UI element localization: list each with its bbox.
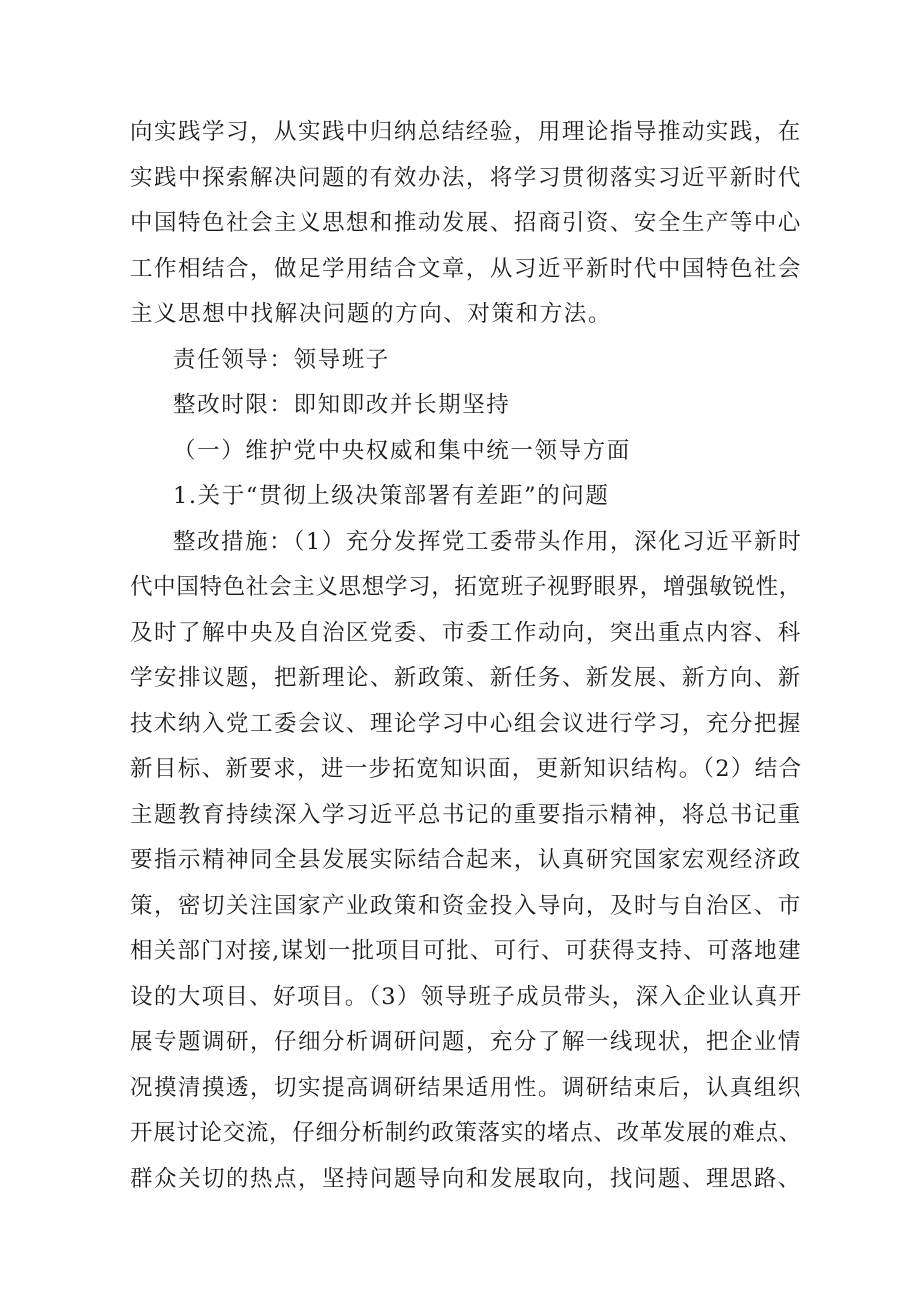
- text-line: 责任领导：领导班子: [173, 346, 390, 373]
- text-line: 开展讨论交流，仔细分析制约政策落实的堵点、改革发展的难点、: [130, 1120, 802, 1146]
- text-line: 技术纳入党工委会议、理论学习中心组会议进行学习，充分把握: [130, 710, 802, 737]
- text-line: 代中国特色社会主义思想学习，拓宽班子视野眼界，增强敏锐性，: [130, 574, 802, 600]
- text-line: 整改时限：即知即改并长期坚持: [173, 392, 511, 418]
- text-line: 相关部门对接,谋划一批项目可批、可行、可获得支持、可落地建: [130, 938, 802, 964]
- text-line: 学安排议题，把新理论、新政策、新任务、新发展、新方向、新: [130, 665, 802, 691]
- text-line: 主题教育持续深入学习近平总书记的重要指示精神，将总书记重: [130, 801, 802, 828]
- text-line: 策，密切关注国家产业政策和资金投入导向，及时与自治区、市: [130, 892, 802, 919]
- text-line: 向实践学习，从实践中归纳总结经验，用理论指导推动实践，在: [130, 119, 802, 145]
- text-line: （一）维护党中央权威和集中统一领导方面: [173, 437, 631, 464]
- text-line: 群众关切的热点，坚持问题导向和发展取向，找问题、理思路、: [130, 1165, 802, 1192]
- text-line: 主义思想中找解决问题的方向、对策和方法。: [130, 301, 613, 327]
- text-line: 中国特色社会主义思想和推动发展、招商引资、安全生产等中心: [130, 210, 802, 236]
- text-line: 整改措施：（1）充分发挥党工委带头作用，深化习近平新时: [173, 528, 803, 555]
- text-line: 展专题调研，仔细分析调研问题，充分了解一线现状，把企业情: [130, 1029, 802, 1055]
- text-line: 况摸清摸透，切实提高调研结果适用性。调研结束后，认真组织: [130, 1074, 802, 1101]
- text-line: 及时了解中央及自治区党委、市委工作动向，突出重点内容、科: [130, 619, 802, 646]
- text-line: 1.关于“贯彻上级决策部署有差距”的问题: [173, 483, 610, 509]
- text-line: 工作相结合，做足学用结合文章，从习近平新时代中国特色社会: [130, 255, 802, 282]
- text-line: 要指示精神同全县发展实际结合起来，认真研究国家宏观经济政: [130, 847, 802, 873]
- text-line: 实践中探索解决问题的有效办法，将学习贯彻落实习近平新时代: [130, 164, 802, 191]
- document-body: [130, 110, 802, 1202]
- text-line: 设的大项目、好项目。（3）领导班子成员带头，深入企业认真开: [130, 983, 803, 1010]
- text-line: 新目标、新要求，进一步拓宽知识面，更新知识结构。（2）结合: [130, 756, 803, 782]
